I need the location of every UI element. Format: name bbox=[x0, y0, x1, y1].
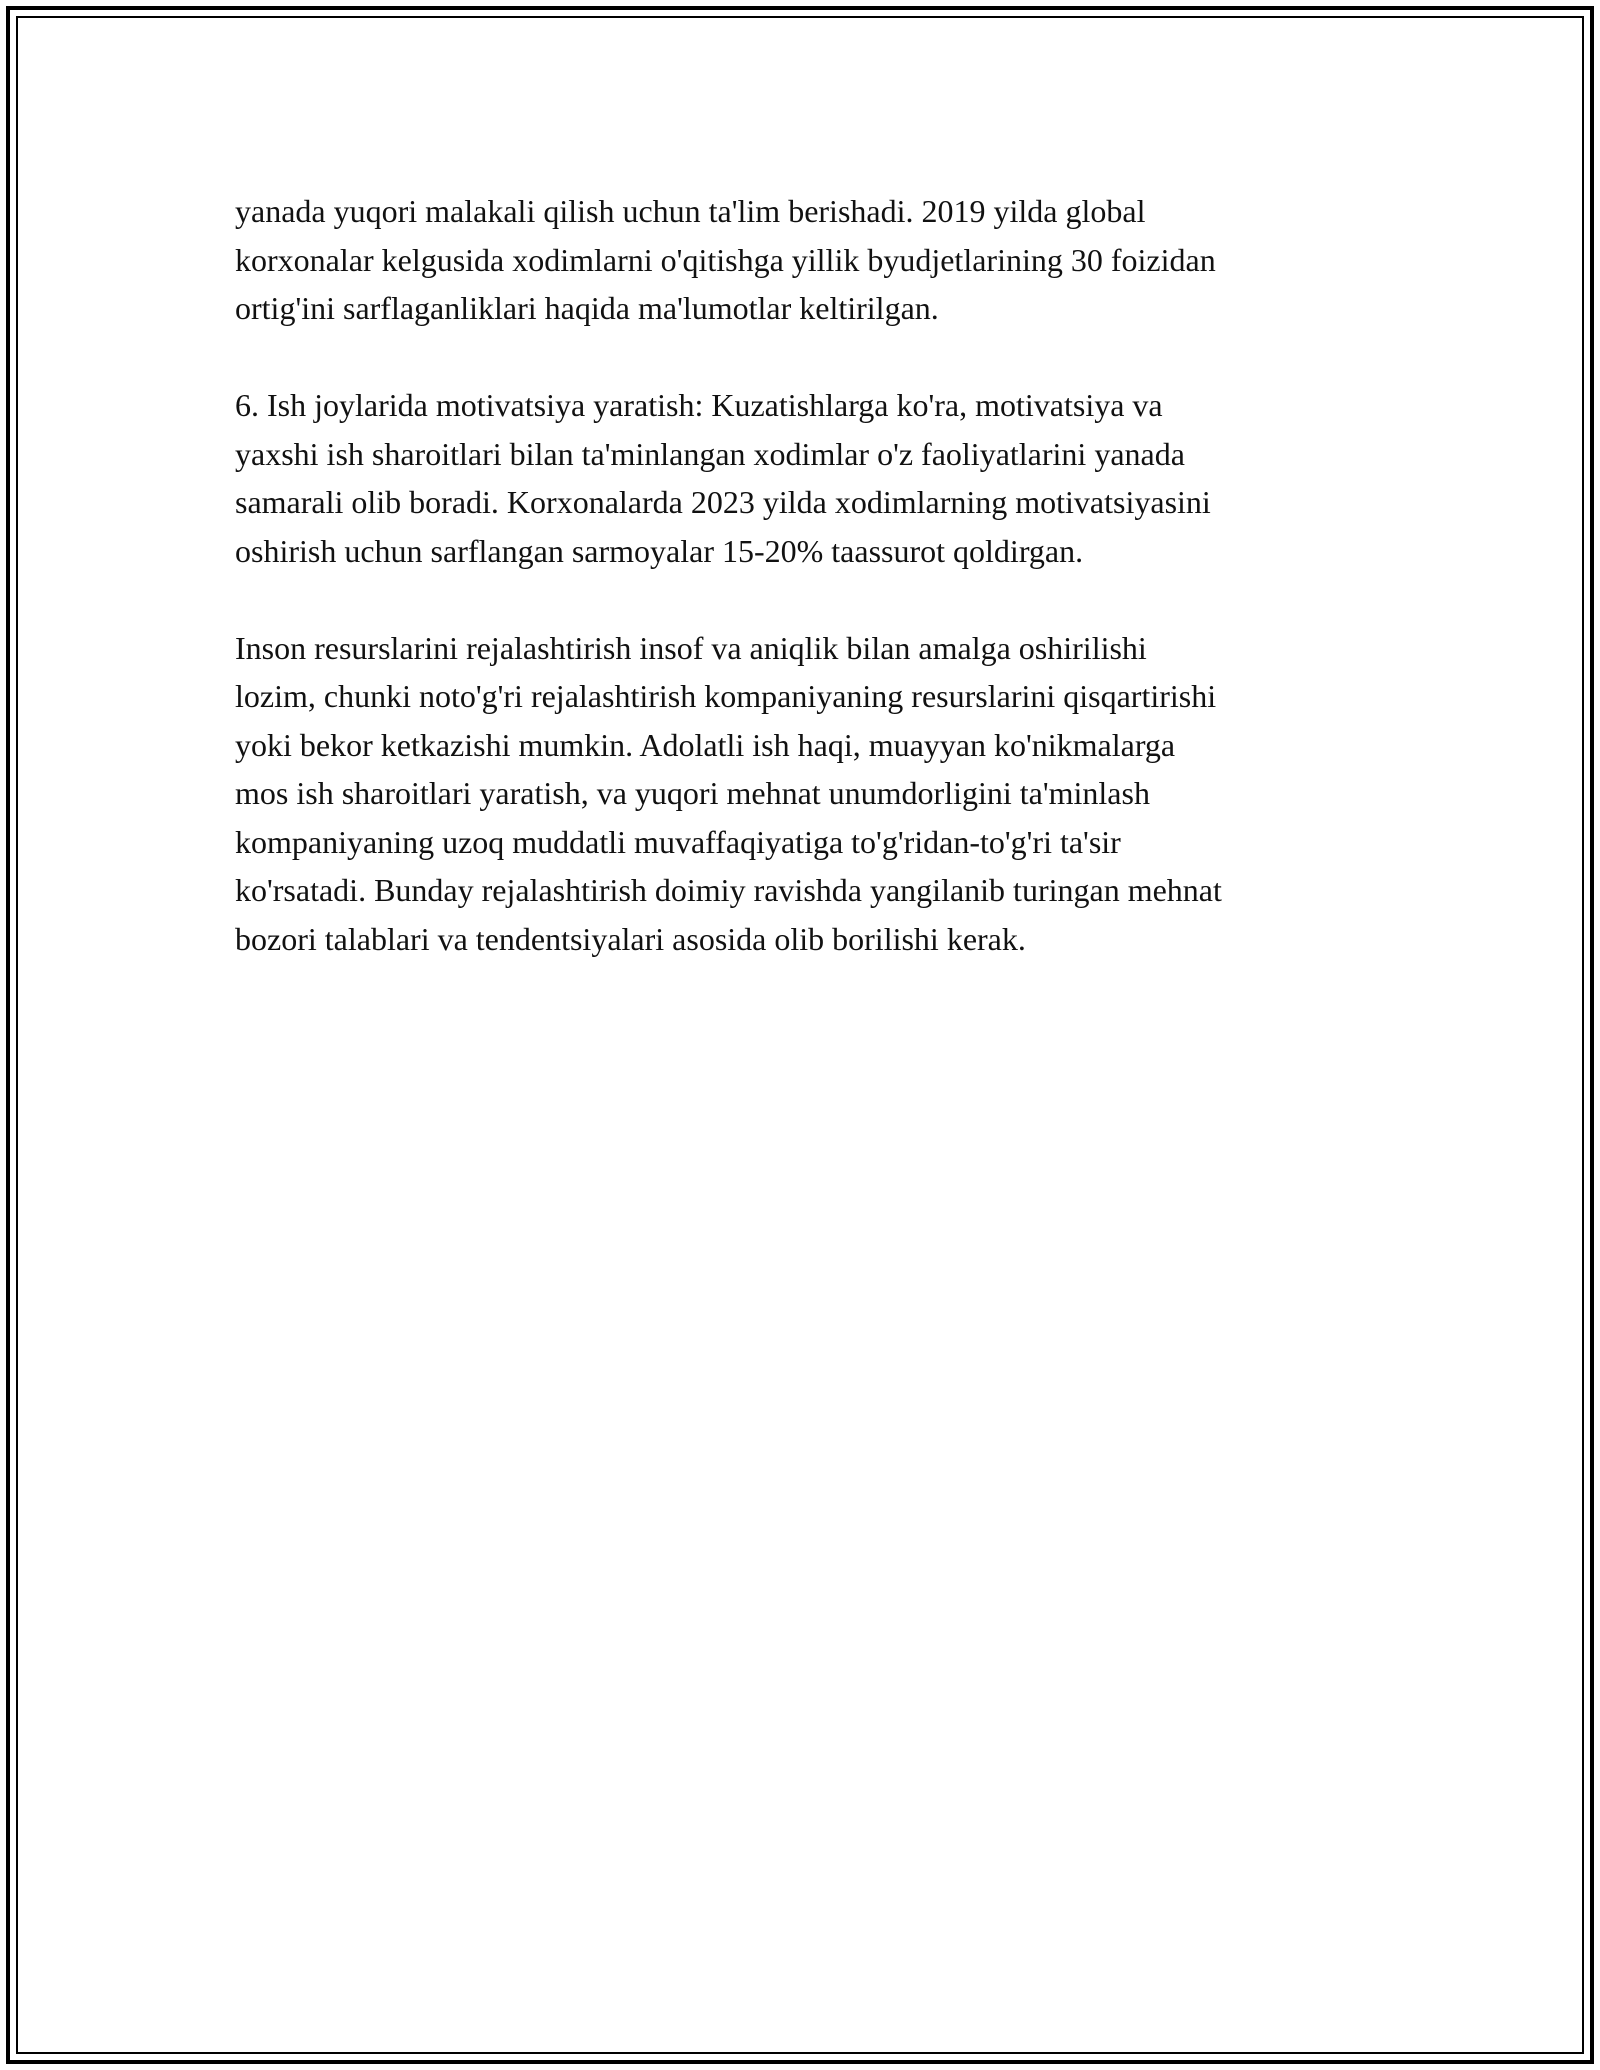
text-line: bozori talablari va tendentsiyalari asosida olib borilishi kerak. bbox=[235, 920, 1026, 957]
text-line: yaxshi ish sharoitlari bilan ta'minlangan xodimlar o'z faoliyatlarini yanada bbox=[235, 435, 1185, 472]
paragraph-motivation bbox=[235, 381, 1385, 575]
paragraph-planning bbox=[235, 624, 1385, 964]
paragraph-training bbox=[235, 187, 1385, 333]
text-line: ortig'ini sarflaganliklari haqida ma'lumotlar keltirilgan. bbox=[235, 290, 939, 326]
text-line: 6. Ish joylarida motivatsiya yaratish: Kuzatishlarga ko'ra, motivatsiya va bbox=[235, 387, 1163, 423]
text-line: yoki bekor ketkazishi mumkin. Adolatli ish haqi, muayyan ko'nikmalarga bbox=[235, 726, 1176, 763]
text-line: lozim, chunki noto'g'ri rejalashtirish kompaniyaning resurslarini qisqartirishi bbox=[235, 678, 1217, 714]
text-line: Inson resurslarini rejalashtirish insof va aniqlik bilan amalga oshirilishi bbox=[235, 629, 1147, 666]
text-line: ko'rsatadi. Bunday rejalashtirish doimiy ravishda yangilanib turingan mehnat bbox=[235, 872, 1222, 908]
text-line: yanada yuqori malakali qilish uchun ta'lim berishadi. 2019 yilda global bbox=[235, 193, 1146, 229]
text-line: korxonalar kelgusida xodimlarni o'qitishga yillik byudjetlarining 30 foizidan bbox=[235, 241, 1216, 278]
text-line: oshirish uchun sarflangan sarmoyalar 15-20% taassurot qoldirgan. bbox=[235, 532, 1084, 569]
text-line: mos ish sharoitlari yaratish, va yuqori mehnat unumdorligini ta'minlash bbox=[235, 775, 1150, 811]
document-body bbox=[235, 187, 1385, 963]
text-line: samarali olib boradi. Korxonalarda 2023 yilda xodimlarning motivatsiyasini bbox=[235, 484, 1211, 520]
text-line: kompaniyaning uzoq muddatli muvaffaqiyatiga to'g'ridan-to'g'ri ta'sir bbox=[235, 823, 1121, 860]
